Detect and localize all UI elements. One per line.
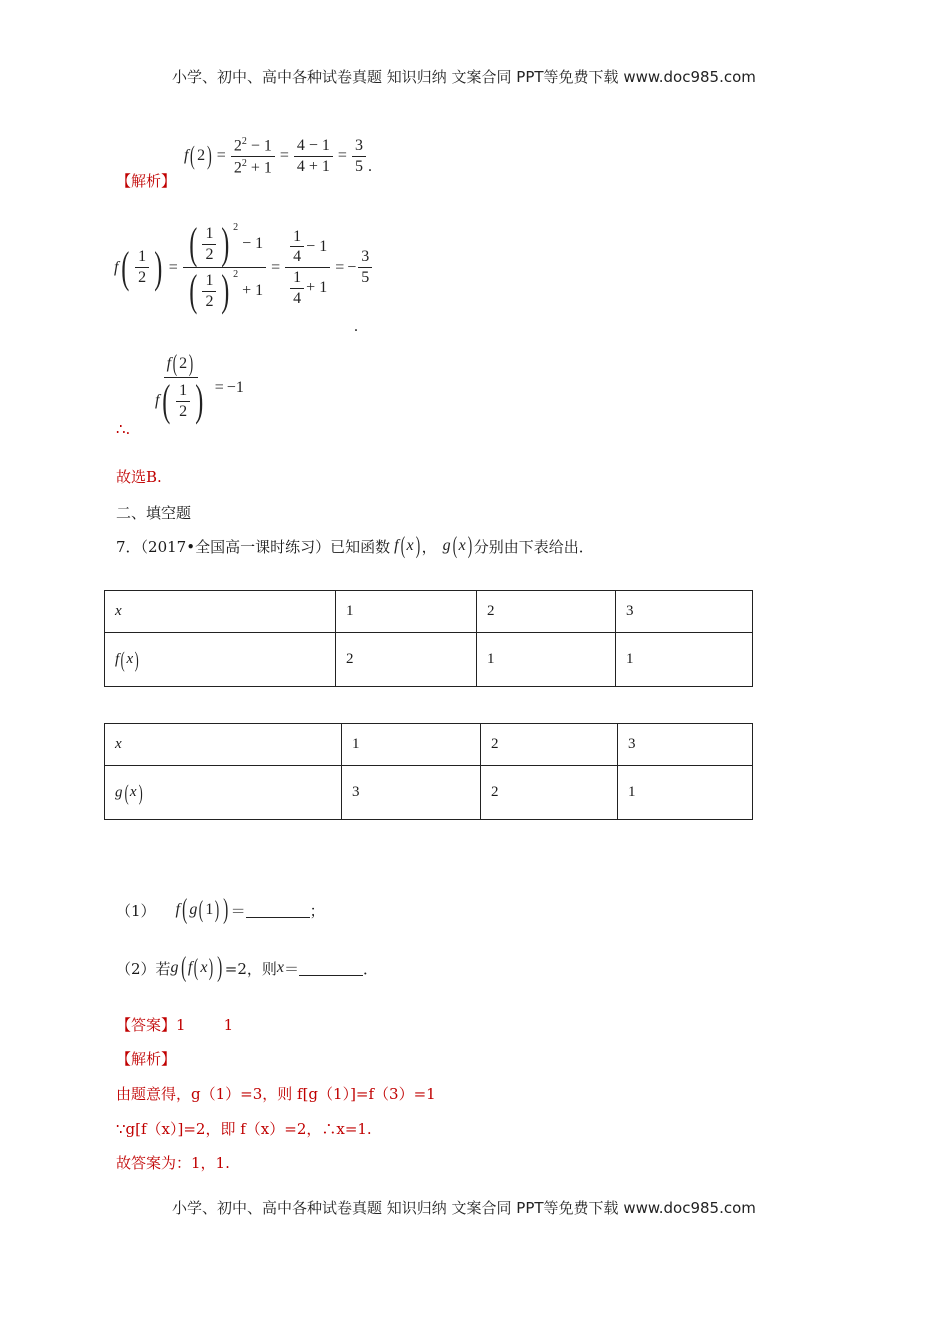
table-f xyxy=(104,590,753,687)
formula-f-half: f ( $\frac{1}{2}$ ) = ( $\frac{1}{2}$ ) $^2$ − 1 ( $\frac{1}{2}$ ) $^2$ + 1 = $\frac{1}{4}$ − 1 $\frac{1}{4}$ + 1 = − $\frac{3}{5}$ xyxy=(114,222,374,313)
table-g-header-3: 3 xyxy=(618,724,753,766)
table-g-header-1: 1 xyxy=(342,724,481,766)
table-g-value-2: 2 xyxy=(481,766,618,820)
table-f-header-row xyxy=(105,591,753,633)
table-f-header-3: 3 xyxy=(616,591,753,633)
table-g-header-2: 2 xyxy=(481,724,618,766)
table-g-header-row xyxy=(105,724,753,766)
table-f-header-1: 1 xyxy=(336,591,477,633)
section-title: 二、填空题 xyxy=(116,504,192,522)
table-f-value-row xyxy=(105,633,753,687)
question-1: （1） f ( g ( 1 ) ) ＝ ； xyxy=(116,894,325,925)
question-2: （2）若 g ( f ( x ) ) =2，则 x ＝ ． xyxy=(116,952,379,983)
table-f-value-1: 2 xyxy=(336,633,477,687)
table-g-row-label: g ( x ) xyxy=(105,766,342,820)
solution-label: 【解析】 xyxy=(116,172,177,190)
choice-text: 故选B. xyxy=(116,468,162,486)
table-g-value-1: 3 xyxy=(342,766,481,820)
footer-banner: 小学、初中、高中各种试卷真题 知识归纳 文案合同 PPT等免费下载 www.doc985.com xyxy=(172,1199,756,1217)
formula-period: . xyxy=(354,318,358,335)
header-banner: 小学、初中、高中各种试卷真题 知识归纳 文案合同 PPT等免费下载 www.doc985.com xyxy=(172,68,756,86)
therefore-symbol: ∴ . xyxy=(116,420,131,438)
table-f-header-2: 2 xyxy=(477,591,616,633)
table-g-header-x: x xyxy=(105,724,342,766)
problem-7-stem: 7．（2017•全国高一课时练习）已知函数 f ( x ) ， g ( x ) 分别由下表给出． xyxy=(116,533,594,559)
analysis-line-3: 故答案为：1，1. xyxy=(116,1154,230,1172)
table-g xyxy=(104,723,753,820)
formula-ratio: f ( 2 ) f ( $\frac{1}{2}$ ) = −1 xyxy=(155,351,244,425)
table-f-value-3: 1 xyxy=(616,633,753,687)
answer-blank-1[interactable] xyxy=(246,903,310,918)
analysis-line-2: ∵g[f（x）]=2，即 f（x）=2，∴x=1. xyxy=(116,1120,372,1138)
analysis-line-1: 由题意得，g（1）=3，则 f[g（1）]=f（3）=1 xyxy=(116,1085,436,1103)
table-f-header-x: x xyxy=(105,591,336,633)
analysis-label: 【解析】 xyxy=(116,1050,177,1068)
table-f-value-2: 1 xyxy=(477,633,616,687)
formula-f2: f ( 2 ) = $\frac{2^2 - 1}{2^2 + 1}$ = $\frac{4 - 1}{4 + 1}$ = $\frac{3}{5}$ . xyxy=(184,136,372,177)
answer-line: 【答案】 1 1 xyxy=(116,1015,234,1034)
answer-blank-2[interactable] xyxy=(299,961,363,976)
table-f-row-label: f ( x ) xyxy=(105,633,336,687)
table-g-value-row xyxy=(105,766,753,820)
table-g-value-3: 1 xyxy=(618,766,753,820)
